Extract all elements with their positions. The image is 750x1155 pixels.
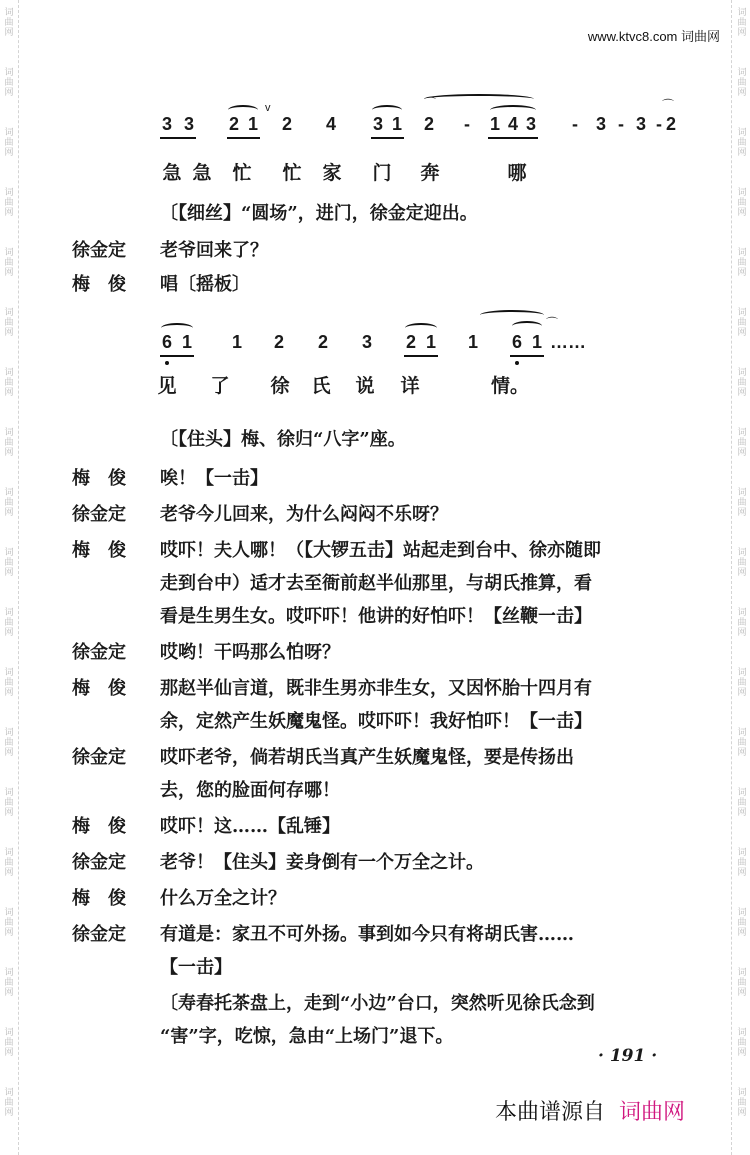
note: 3: [635, 114, 646, 134]
site-header: www.ktvc8.com 词曲网: [587, 29, 720, 44]
note: -: [656, 114, 662, 134]
dialogue-text: [160, 882, 700, 915]
note: 6: [161, 332, 172, 352]
note: 1: [247, 114, 258, 134]
watermark-text: 词 曲 网: [4, 8, 14, 38]
text-line: 去，您的脸面何存哪！: [160, 780, 340, 801]
text-line: 走到台中）适才去至衙前赵半仙那里，与胡氏推算，看: [160, 573, 592, 594]
watermark-text: 词 曲 网: [4, 728, 14, 758]
stage-direction: 〔【住头】梅、徐归“八字”座。: [160, 429, 406, 450]
watermark-text: 词 曲 网: [737, 968, 747, 998]
lyric-char: 忙: [232, 162, 252, 184]
text-line: 【一击】: [160, 957, 232, 978]
note: 1: [489, 114, 500, 134]
speaker-name: 梅 俊: [72, 678, 126, 699]
fermata-icon: ⌒: [424, 96, 437, 110]
text-line: 哎吓老爷，倘若胡氏当真产生妖魔鬼怪，要是传扬出: [160, 747, 574, 768]
note: 2: [405, 332, 416, 352]
note: 4: [325, 114, 336, 134]
note: 4: [507, 114, 518, 134]
speaker-name: 梅 俊: [72, 816, 126, 837]
low-octave-dot: [515, 361, 519, 365]
lyric-char: 见: [157, 375, 177, 397]
right-watermark-strip: [731, 0, 750, 1155]
watermark-text: 词 曲 网: [4, 368, 14, 398]
fermata-icon: ⌒: [546, 316, 559, 330]
note: 2: [317, 332, 328, 352]
note: 1: [467, 332, 478, 352]
speaker-name: 梅 俊: [72, 540, 126, 561]
note: -: [618, 114, 624, 134]
note: 3: [161, 114, 172, 134]
note: 1: [391, 114, 402, 134]
note: 6: [511, 332, 522, 352]
slur: [424, 94, 534, 104]
note: 2: [273, 332, 284, 352]
watermark-text: 词 曲 网: [737, 368, 747, 398]
slur: [372, 105, 402, 115]
beat-underline: [371, 137, 404, 139]
watermark-text: 词 曲 网: [4, 1028, 14, 1058]
note: ……: [550, 332, 586, 352]
dialogue-text: [160, 636, 700, 669]
note: 2: [228, 114, 239, 134]
dialogue-text: 老爷回来了？: [160, 240, 268, 261]
speaker-name: 梅 俊: [72, 468, 126, 489]
text-line: 看是生男生女。哎吓吓！他讲的好怕吓！【丝鞭一击】: [160, 606, 592, 627]
stage-direction: [160, 987, 700, 1053]
watermark-text: 词 曲 网: [4, 788, 14, 818]
dialogue-text: [160, 462, 700, 495]
watermark-text: 词 曲 网: [737, 488, 747, 518]
watermark-text: 词 曲 网: [737, 188, 747, 218]
watermark-text: 词 曲 网: [4, 668, 14, 698]
lyric-char: 详: [400, 375, 420, 397]
slur: [490, 105, 536, 115]
lyric-char: 急: [162, 162, 182, 184]
watermark-text: 词 曲 网: [4, 908, 14, 938]
lyric-char: 奔: [420, 162, 440, 184]
slur: [161, 323, 193, 333]
watermark-text: 词 曲 网: [737, 248, 747, 278]
speaker-name: 徐金定: [72, 852, 126, 873]
text-line: 余，定然产生妖魔鬼怪。哎吓吓！我好怕吓！【一击】: [160, 711, 592, 732]
speaker-name: 徐金定: [72, 240, 126, 261]
text-line: 那赵半仙言道，既非生男亦非生女，又因怀胎十四月有: [160, 678, 592, 699]
text-line: 〔寿春托茶盘上，走到“小边”台口，突然听见徐氏念到: [160, 993, 595, 1014]
watermark-text: 词 曲 网: [4, 188, 14, 218]
note: 3: [183, 114, 194, 134]
speaker-name: 徐金定: [72, 747, 126, 768]
dialogue-text: [160, 741, 700, 807]
low-octave-dot: [165, 361, 169, 365]
watermark-text: 词 曲 网: [737, 8, 747, 38]
note: 3: [372, 114, 383, 134]
fermata-icon: ⌒: [662, 98, 675, 112]
watermark-text: 词 曲 网: [4, 968, 14, 998]
slur: [228, 105, 258, 115]
footer-credit: [495, 1095, 685, 1126]
footer-prefix: 本曲谱源自: [495, 1099, 606, 1124]
watermark-text: 词 曲 网: [4, 1088, 14, 1118]
note: 3: [595, 114, 606, 134]
note: 3: [361, 332, 372, 352]
watermark-text: 词 曲 网: [737, 728, 747, 758]
slur: [405, 323, 437, 333]
note: 1: [425, 332, 436, 352]
watermark-text: 词 曲 网: [737, 848, 747, 878]
note: 2: [665, 114, 676, 134]
text-line: 老爷！【住头】妾身倒有一个万全之计。: [160, 852, 484, 873]
watermark-text: 词 曲 网: [4, 488, 14, 518]
text-line: 有道是：家丑不可外扬。事到如今只有将胡氏害……: [160, 924, 574, 945]
dialogue-text: [160, 918, 700, 984]
watermark-text: 词 曲 网: [737, 68, 747, 98]
watermark-text: 词 曲 网: [737, 128, 747, 158]
beat-underline: [227, 137, 260, 139]
watermark-text: 词 曲 网: [4, 608, 14, 638]
lyric-char: 家: [322, 162, 342, 184]
text-line: 什么万全之计？: [160, 888, 286, 909]
speaker-name: 梅 俊: [72, 274, 126, 295]
watermark-text: 词 曲 网: [737, 1088, 747, 1118]
lyric-char: 哪: [507, 162, 527, 184]
beat-underline: [404, 355, 438, 357]
note: 1: [231, 332, 242, 352]
watermark-text: 词 曲 网: [737, 428, 747, 458]
note: -: [572, 114, 578, 134]
note: 2: [423, 114, 434, 134]
lyric-char: 氏: [311, 375, 331, 397]
speaker-name: 梅 俊: [72, 888, 126, 909]
watermark-text: 词 曲 网: [4, 248, 14, 278]
watermark-text: 词 曲 网: [4, 128, 14, 158]
stage-direction: 〔【细丝】“圆场”，进门，徐金定迎出。: [160, 203, 478, 224]
lyric-char: 徐: [270, 375, 290, 397]
text-line: 唉！【一击】: [160, 468, 268, 489]
watermark-text: 词 曲 网: [737, 548, 747, 578]
text-line: 哎哟！干吗那么怕呀？: [160, 642, 340, 663]
beat-underline: [160, 137, 196, 139]
text-line: “害”字，吃惊，急由“上场门”退下。: [160, 1026, 454, 1047]
dialogue-text: 唱〔摇板〕: [160, 274, 250, 295]
dialogue-text: [160, 672, 700, 738]
watermark-text: 词 曲 网: [4, 848, 14, 878]
dialogue-text: [160, 498, 700, 531]
watermark-text: 词 曲 网: [737, 668, 747, 698]
beat-underline: [510, 355, 544, 357]
watermark-text: 词 曲 网: [737, 908, 747, 938]
lyric-char: 了: [210, 375, 230, 397]
watermark-text: 词 曲 网: [737, 308, 747, 338]
note: 1: [531, 332, 542, 352]
note: -: [464, 114, 470, 134]
lyric-char: 说: [355, 375, 375, 397]
beat-underline: [160, 355, 194, 357]
watermark-text: 词 曲 网: [4, 308, 14, 338]
dialogue-text: [160, 810, 700, 843]
watermark-text: 词 曲 网: [737, 1028, 747, 1058]
lyric-char: 情。: [490, 375, 529, 397]
watermark-text: 词 曲 网: [737, 608, 747, 638]
slur: [512, 321, 542, 331]
speaker-name: 徐金定: [72, 924, 126, 945]
beat-underline: [488, 137, 538, 139]
lyric-char: 急: [192, 162, 212, 184]
watermark-text: 词 曲 网: [737, 788, 747, 818]
speaker-name: 徐金定: [72, 504, 126, 525]
footer-brand: 词曲网: [619, 1099, 686, 1124]
watermark-text: 词 曲 网: [4, 428, 14, 458]
note: 3: [525, 114, 536, 134]
left-watermark-strip: [0, 0, 19, 1155]
dialogue-text: [160, 534, 700, 633]
breath-mark: v: [265, 102, 271, 114]
dialogue-text: [160, 846, 700, 879]
speaker-name: 徐金定: [72, 642, 126, 663]
note: 2: [281, 114, 292, 134]
lyric-char: 忙: [282, 162, 302, 184]
slur: [480, 310, 544, 320]
watermark-text: 词 曲 网: [4, 68, 14, 98]
page-number: · 191 ·: [598, 1046, 658, 1066]
watermark-text: 词 曲 网: [4, 548, 14, 578]
text-line: 哎吓！这……【乱锤】: [160, 816, 340, 837]
note: 1: [181, 332, 192, 352]
text-line: 老爷今儿回来，为什么闷闷不乐呀？: [160, 504, 448, 525]
lyric-char: 门: [372, 162, 392, 184]
text-line: 哎吓！夫人哪！（【大锣五击】站起走到台中、徐亦随即: [160, 540, 601, 561]
